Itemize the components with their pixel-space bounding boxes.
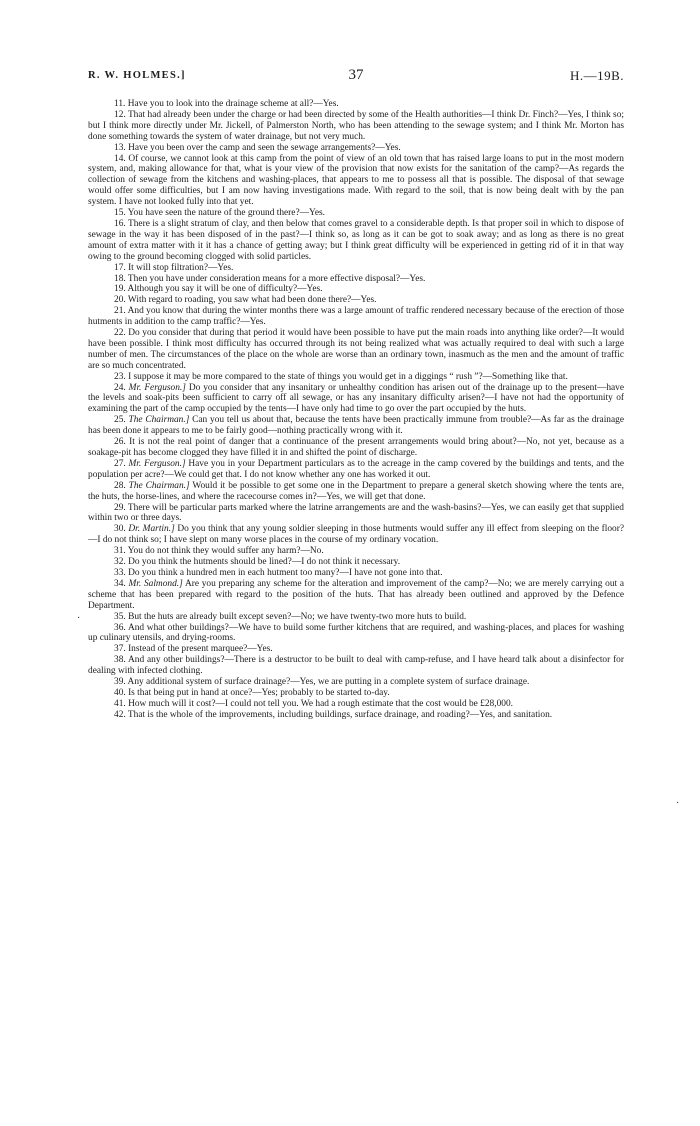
question-number: 23.: [114, 371, 126, 382]
speaker-label: The Chairman.]: [128, 415, 190, 426]
question-number: 24.: [114, 382, 126, 393]
question-answer-text: Can you tell us about that, because the tents have been practically immune from trouble?—As far as the drainage has been done it appears to me to be fairly good—nothing practically wrong with it.: [88, 415, 624, 437]
question-answer-text: Any additional system of surface drainage?—Yes, we are putting in a complete system of surface drainage.: [127, 677, 530, 688]
testimony-paragraph: [88, 612, 624, 623]
question-answer-text: Are you preparing any scheme for the alteration and improvement of the camp?—No; we are merely carrying out a scheme that has been prepared with regard to the position of the huts. That has already been outlined and approved by the Defence Department.: [88, 578, 624, 611]
testimony-paragraph: [88, 415, 624, 437]
question-answer-text: You have seen the nature of the ground there?—Yes.: [127, 208, 325, 219]
question-answer-text: But the huts are already built except seven?—No; we have twenty-two more huts to build.: [128, 611, 467, 622]
testimony-paragraph: [88, 481, 624, 503]
question-number: 37.: [114, 644, 126, 655]
question-number: 26.: [114, 437, 126, 448]
testimony-paragraph: [88, 110, 624, 143]
question-answer-text: With regard to roading, you saw what had been done there?—Yes.: [127, 295, 377, 306]
question-number: 25.: [114, 415, 126, 426]
question-number: 11.: [114, 99, 126, 109]
question-answer-text: Would it be possible to get some one in the Department to prepare a general sketch showing where the tents are, the huts, the horse-lines, and where the racecourse comes in?—Yes, we will get that done.: [88, 480, 624, 502]
question-number: 30.: [114, 524, 126, 535]
testimony-paragraph: [88, 328, 624, 372]
speaker-label: The Chairman.]: [128, 480, 190, 491]
question-answer-text: How much will it cost?—I could not tell you. We had a rough estimate that the cost would be £28,000.: [128, 698, 513, 709]
question-answer-text: Do you consider that any insanitary or unhealthy condition has arisen out of the drainage up to the present—have the levels and soak-pits been sufficient to carry off all sewage, or has any insanitary difficulty arisen?—I have not had the opportunity of examining the part of the camp occupied by the tents—I have only had time to go over the part occupied by the huts.: [88, 382, 625, 415]
testimony-paragraph: [88, 295, 624, 306]
testimony-paragraph: [88, 284, 624, 295]
question-answer-text: And what other buildings?—We have to build some further kitchens that are required, and washing-places, and places for washing up culinary utensils, and drying-rooms.: [88, 622, 625, 644]
question-number: 17.: [114, 262, 126, 273]
question-number: 36.: [114, 622, 126, 633]
question-answer-text: That is the whole of the improvements, including buildings, surface drainage, and roading?—Yes, and sanitation.: [127, 709, 553, 720]
question-answer-text: Have you in your Department particulars as to the acreage in the camp covered by the buildings and tents, and the population per acre?—We could get that. I do not know whether any one has worked it out.: [88, 458, 624, 480]
question-number: 29.: [114, 502, 126, 513]
question-number: 16.: [114, 218, 126, 229]
question-answer-text: There will be particular parts marked where the latrine arrangements are and the wash-basins?—Yes, we can easily get that supplied within two or three days.: [88, 502, 624, 524]
question-number: 31.: [114, 546, 126, 557]
question-answer-text: That had already been under the charge or had been directed by some of the Health authorities—I think Dr. Finch?—Yes, I think so; but I think more directly under Mr. Jickell, of Palmerston North, who has been attending to the sewage system; and I think Mr. Morton has done something towards the system of water drainage, but not very much.: [88, 109, 624, 142]
testimony-paragraph: [88, 710, 624, 721]
question-answer-text: You do not think they would suffer any harm?—No.: [127, 546, 324, 557]
question-answer-text: Although you say it will be one of difficulty?—Yes.: [127, 284, 323, 295]
testimony-paragraph: [88, 99, 624, 110]
testimony-paragraph: [88, 699, 624, 710]
question-number: 32.: [114, 557, 126, 568]
testimony-paragraph: [88, 274, 624, 285]
question-number: 20.: [114, 295, 126, 306]
testimony-paragraph: [88, 623, 624, 645]
testimony-paragraph: [88, 677, 624, 688]
testimony-paragraph: [88, 437, 624, 459]
question-answer-text: Of course, we cannot look at this camp from the point of view of an old town that has raised large loans to put in the most modern system, and, making allowance for that, what is your view of the provision that now exists for the sanitation of the camp?—As regards the collection of sewage from the kitchens and washing-places, that appears to me to possess all that is possible. The disposal of that sewage would offer some difficulties, but I am now having investigations made. With regard to the soil, that is now being dealt with by the pan system. I have not looked fully into that yet.: [88, 153, 624, 208]
testimony-paragraph: [88, 208, 624, 219]
question-answer-text: It is not the real point of danger that a continuance of the present arrangements would bring about?—No, not yet, because as a soakage-pit has become clogged they have filled it in and shifted the point of discharge.: [88, 437, 625, 458]
question-answer-text: Is that being put in hand at once?—Yes; probably to be started to-day.: [128, 687, 390, 698]
question-answer-text: It will stop filtration?—Yes.: [128, 262, 234, 273]
question-number: 12.: [114, 109, 126, 120]
question-number: 41.: [114, 698, 126, 709]
question-answer-text: I suppose it may be more compared to the state of things you would get in a diggings “ rush ”?—Something like that.: [128, 371, 568, 382]
testimony-paragraph: [88, 459, 624, 481]
page-number: 37: [348, 67, 364, 83]
speaker-label: Mr. Ferguson.]: [128, 382, 186, 393]
testimony-paragraph: [88, 655, 624, 677]
question-answer-text: Have you to look into the drainage scheme at all?—Yes.: [127, 99, 339, 109]
testimony-paragraph: [88, 154, 624, 209]
question-number: 18.: [114, 273, 126, 284]
question-number: 22.: [114, 328, 126, 339]
margin-mark: ·: [77, 613, 81, 624]
testimony-paragraph: [88, 579, 624, 612]
document-reference: H.—19B.: [569, 68, 624, 83]
testimony-body: [88, 99, 624, 721]
question-number: 39.: [114, 677, 126, 688]
testimony-paragraph: [88, 568, 624, 579]
testimony-paragraph: [88, 644, 624, 655]
page-header: [88, 67, 624, 86]
question-number: 38.: [114, 655, 126, 666]
testimony-paragraph: [88, 524, 624, 546]
testimony-paragraph: [88, 263, 624, 274]
question-number: 19.: [114, 284, 126, 295]
speaker-label: Dr. Martin.]: [128, 524, 175, 535]
testimony-paragraph: [88, 546, 624, 557]
testimony-paragraph: [88, 372, 624, 383]
testimony-paragraph: [88, 143, 624, 154]
testimony-paragraph: [88, 306, 624, 328]
question-answer-text: Do you think that any young soldier sleeping in those hutments would suffer any ill effect from sleeping on the floor?—I do not think so; I have slept on many worse places in the course of my ordinary vocation.: [88, 524, 625, 546]
question-number: 42.: [114, 709, 126, 720]
question-answer-text: Then you have under consideration means for a more effective disposal?—Yes.: [127, 273, 426, 284]
testimony-paragraph: [88, 688, 624, 699]
question-number: 14.: [114, 153, 126, 164]
question-number: 40.: [114, 687, 126, 698]
margin-mark: ·: [676, 798, 680, 809]
question-answer-text: Do you consider that during that period it would have been possible to have put the main roads into anything like order?—It would have been possible. I think most difficulty has occurred through its not being realized what was actually required to deal with such a large number of men. The circumstances of the place on the whole are worse than an ordinary town, inasmuch as the men and the amount of traffic are so much concentrated.: [88, 328, 625, 371]
testimony-paragraph: [88, 557, 624, 568]
question-number: 13.: [114, 142, 126, 153]
question-answer-text: Do you think a hundred men in each hutment too many?—I have not gone into that.: [128, 567, 443, 578]
witness-name-header: R. W. HOLMES.]: [88, 70, 186, 81]
question-answer-text: Have you been over the camp and seen the sewage arrangements?—Yes.: [128, 142, 401, 153]
testimony-paragraph: [88, 503, 624, 525]
question-answer-text: Do you think the hutments should be lined?—I do not think it necessary.: [128, 557, 401, 568]
speaker-label: Mr. Ferguson.]: [128, 458, 186, 469]
testimony-paragraph: [88, 383, 624, 416]
question-answer-text: Instead of the present marquee?—Yes.: [128, 644, 273, 655]
question-number: 27.: [114, 458, 126, 469]
question-number: 33.: [114, 567, 126, 578]
question-number: 15.: [114, 208, 126, 219]
speaker-label: Mr. Salmond.]: [128, 578, 183, 589]
question-number: 28.: [114, 480, 126, 491]
question-answer-text: And you know that during the winter months there was a large amount of traffic rendered necessary because of the erection of those hutments in addition to the camp traffic?—Yes.: [88, 306, 625, 328]
question-number: 21.: [114, 306, 126, 317]
question-number: 34.: [114, 578, 126, 589]
question-number: 35.: [114, 611, 126, 622]
question-answer-text: There is a slight stratum of clay, and then below that comes gravel to a considerable depth. Is that proper soil in which to dispose of sewage in the way it has been disposed of in the past?—I think so, as long as it can be got to soak away; and as long as there is no great amount of extra matter with it it has a chance of getting away; but I think great difficulty will be experienced in getting rid of it in that way owing to the ground becoming clogged with solid particles.: [88, 218, 624, 262]
question-answer-text: And any other buildings?—There is a destructor to be built to deal with camp-refuse, and I have heard talk about a disinfector for dealing with infected clothing.: [88, 655, 624, 677]
testimony-paragraph: [88, 219, 624, 263]
